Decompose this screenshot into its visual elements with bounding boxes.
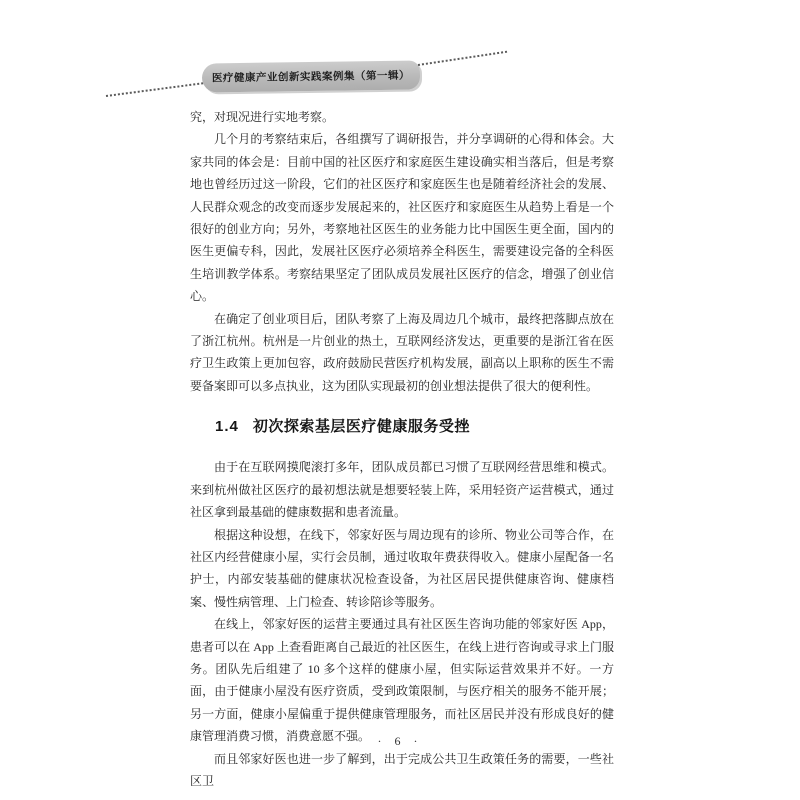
body-paragraph: 根据这种设想，在线下，邻家好医与周边现有的诊所、物业公司等合作，在社区内经营健康小屋，实行会员制，通过收取年费获得收入。健康小屋配备一名护士，内部安装基础的健康状况检查设备，为社区居民提供健康咨询、健康档案、慢性病管理、上门检查、转诊陪诊等服务。 [190,527,614,609]
page-number: · 6 · [377,734,423,748]
body-paragraph: 究，对现况进行实地考察。 [190,110,335,124]
section-heading [190,417,614,437]
section-number: 1.4 [215,418,239,436]
dotted-line-left [106,81,215,97]
text-column [190,106,614,792]
book-title-badge [202,60,420,92]
dotted-line-right [418,51,507,66]
running-head [0,0,800,110]
body-paragraph: 而且邻家好医也进一步了解到，出于完成公共卫生政策任务的需要，一些社区卫 [190,751,614,788]
body-paragraph: 几个月的考察结束后，各组撰写了调研报告，并分享调研的心得和体会。大家共同的体会是：目前中国的社区医疗和家庭医生建设确实相当落后，但是考察地也曾经历过这一阶段，它们的社区医疗和家庭医生也是随着经济社会的发展、人民群众观念的改变而逐步发展起来的，社区医疗和家庭医生从趋势上看是一个很好的创业方向；另外，考察地社区医生的业务能力比中国医生更全面，国内的医生更偏专科，因此，发展社区医疗必须培养全科医生，需要建设完备的全科医生培训教学体系。考察结果坚定了团队成员发展社区医疗的信念，增强了创业信心。 [190,132,614,304]
body-paragraph: 由于在互联网摸爬滚打多年，团队成员都已习惯了互联网经营思维和模式。来到杭州做社区医疗的最初想法就是想要轻装上阵，采用轻资产运营模式，通过社区拿到最基础的健康数据和患者流量。 [190,460,614,520]
section-title: 初次探索基层医疗健康服务受挫 [252,418,470,436]
book-title: 医疗健康产业创新实践案例集（第一辑） [211,69,411,85]
body-paragraph: 在确定了创业项目后，团队考察了上海及周边几个城市，最终把落脚点放在了浙江杭州。杭州是一片创业的热土，互联网经济发达，更重要的是浙江省在医疗卫生政策上更加包容，政府鼓励民营医疗机构发展，副高以上职称的医生不需要备案即可以多点执业，这为团队实现最初的创业想法提供了很大的便利性。 [190,311,614,393]
body-paragraph: 在线上，邻家好医的运营主要通过具有社区医生咨询功能的邻家好医 App，患者可以在 App 上查看距离自己最近的社区医生，在线上进行咨询或寻求上门服务。团队先后组建了 10 多个这样的健康小屋，但实际运营效果并不好。一方面，由于健康小屋没有医疗资质，受到政策限制，与医疗相关的服务不能开展；另一方面，健康小屋偏重于提供健康管理服务，而社区居民并没有形成良好的健康管理消费习惯，消费意愿不强。 [190,617,614,744]
